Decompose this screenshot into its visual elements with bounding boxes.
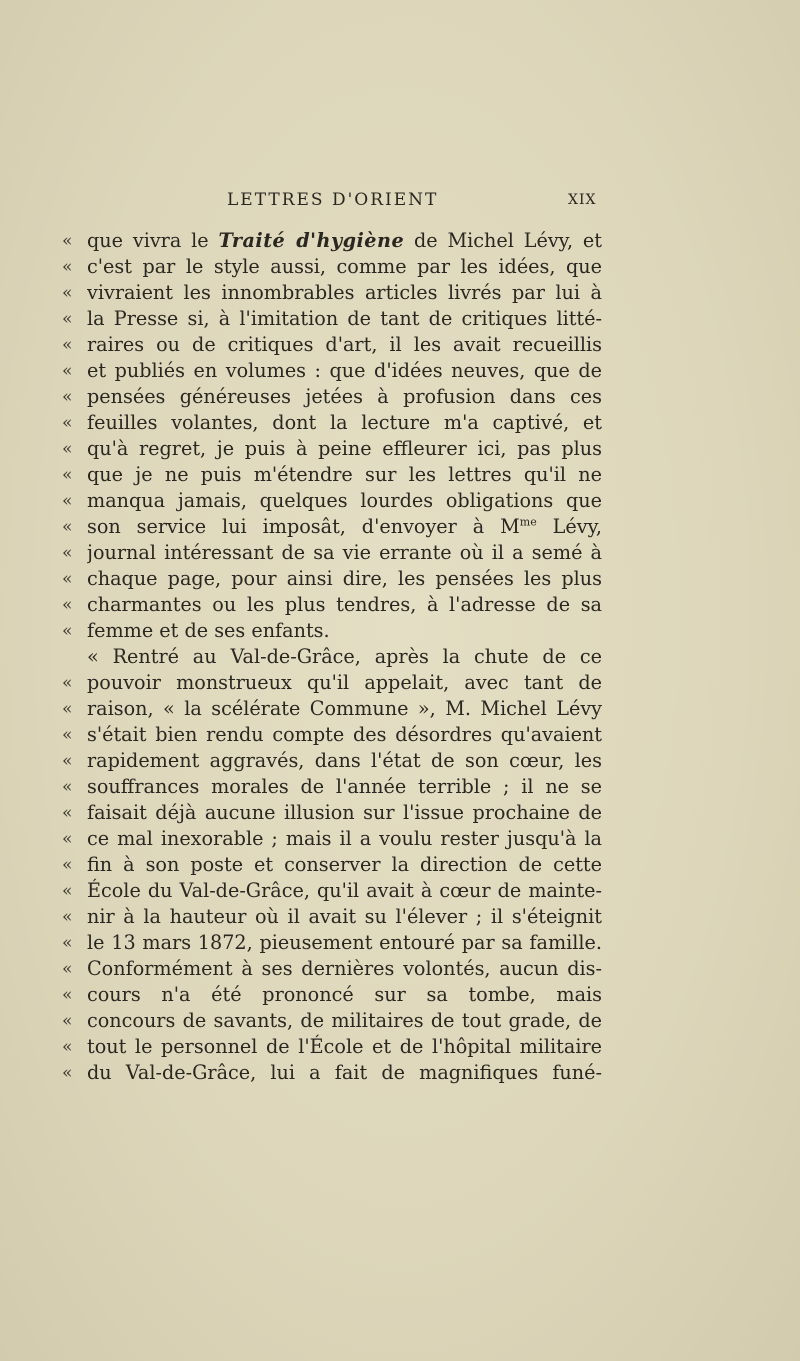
line-text: journal intéressant de sa vie errante où il a semé à <box>87 541 602 564</box>
text-line <box>62 332 602 358</box>
quote-mark: « <box>62 491 73 511</box>
text-line <box>62 904 602 930</box>
line-text: ce mal inexorable ; mais il a voulu rester jusqu'à la <box>87 827 602 850</box>
line-text: que vivra le Traité d'hygiène de Michel Lévy, et <box>87 229 602 252</box>
text-line <box>62 800 602 826</box>
quote-mark: « <box>62 751 73 771</box>
line-text: concours de savants, de militaires de tout grade, de <box>87 1009 602 1032</box>
text-line <box>62 618 602 644</box>
text-line <box>62 1034 602 1060</box>
line-text: femme et de ses enfants. <box>87 619 330 642</box>
quote-mark: « <box>62 569 73 589</box>
text-line <box>62 774 602 800</box>
quote-mark: « <box>62 361 73 381</box>
line-text: qu'à regret, je puis à peine effleurer ici, pas plus <box>87 437 602 460</box>
text-line <box>62 670 602 696</box>
quote-mark: « <box>62 1011 73 1031</box>
book-title-italic: Traité d'hygiène <box>218 229 405 252</box>
line-text: « Rentré au Val-de-Grâce, après la chute de ce <box>87 645 602 668</box>
line-text: que je ne puis m'étendre sur les lettres qu'il ne <box>87 463 602 486</box>
text-line <box>62 488 602 514</box>
quote-mark: « <box>62 387 73 407</box>
line-text: École du Val-de-Grâce, qu'il avait à cœur de mainte- <box>87 879 602 902</box>
text-line <box>62 280 602 306</box>
line-text: nir à la hauteur où il avait su l'élever ; il s'éteignit <box>87 905 602 928</box>
line-text: charmantes ou les plus tendres, à l'adresse de sa <box>87 593 602 616</box>
quote-mark: « <box>62 621 73 641</box>
line-text: raires ou de critiques d'art, il les avait recueillis <box>87 333 602 356</box>
text-line <box>62 878 602 904</box>
line-text: faisait déjà aucune illusion sur l'issue prochaine de <box>87 801 602 824</box>
line-text: c'est par le style aussi, comme par les idées, que <box>87 255 602 278</box>
quote-mark: « <box>62 1063 73 1083</box>
text-line <box>62 722 602 748</box>
text-line <box>62 358 602 384</box>
text-line <box>62 514 602 540</box>
text-line <box>62 852 602 878</box>
quote-mark: « <box>62 881 73 901</box>
text-line <box>62 748 602 774</box>
line-text: chaque page, pour ainsi dire, les pensées les plus <box>87 567 602 590</box>
running-header <box>0 190 800 214</box>
quote-mark: « <box>62 985 73 1005</box>
line-text: s'était bien rendu compte des désordres qu'avaient <box>87 723 602 746</box>
line-text: Conformément à ses dernières volontés, aucun dis- <box>87 957 602 980</box>
text-line <box>62 540 602 566</box>
quote-mark: « <box>62 855 73 875</box>
line-text: manqua jamais, quelques lourdes obligations que <box>87 489 602 512</box>
line-text: son service lui imposât, d'envoyer à $M^{me}$ Lévy, <box>87 515 602 538</box>
page-number: XIX <box>568 192 597 208</box>
line-text: souffrances morales de l'année terrible ; il ne se <box>87 775 602 798</box>
quote-mark: « <box>62 777 73 797</box>
text-line <box>62 696 602 722</box>
text-line <box>62 254 602 280</box>
text-line <box>62 1008 602 1034</box>
body-text <box>62 228 602 1086</box>
quote-mark: « <box>62 543 73 563</box>
quote-mark: « <box>62 465 73 485</box>
line-text: feuilles volantes, dont la lecture m'a captivé, et <box>87 411 602 434</box>
quote-mark: « <box>62 699 73 719</box>
running-title: LETTRES D'ORIENT <box>227 190 439 210</box>
line-text: pensées généreuses jetées à profusion dans ces <box>87 385 602 408</box>
quote-mark: « <box>62 803 73 823</box>
text-line <box>62 930 602 956</box>
quote-mark: « <box>62 257 73 277</box>
quote-mark: « <box>62 517 73 537</box>
text-line <box>62 1060 602 1086</box>
line-text: vivraient les innombrables articles livrés par lui à <box>87 281 602 304</box>
text-line <box>62 462 602 488</box>
quote-mark: « <box>62 959 73 979</box>
quote-mark: « <box>62 725 73 745</box>
text-line <box>62 436 602 462</box>
quote-mark: « <box>62 309 73 329</box>
quote-mark: « <box>62 283 73 303</box>
text-line <box>62 228 602 254</box>
text-line <box>62 566 602 592</box>
text-line <box>62 982 602 1008</box>
line-text: le 13 mars 1872, pieusement entouré par sa famille. <box>87 931 602 954</box>
quote-mark: « <box>62 595 73 615</box>
line-text: raison, « la scélérate Commune », M. Michel Lévy <box>87 697 602 720</box>
quote-mark: « <box>62 673 73 693</box>
line-text: rapidement aggravés, dans l'état de son cœur, les <box>87 749 602 772</box>
quote-mark: « <box>62 439 73 459</box>
quote-mark: « <box>62 231 73 251</box>
text-line <box>62 410 602 436</box>
text-line <box>62 826 602 852</box>
line-text: et publiés en volumes : que d'idées neuves, que de <box>87 359 602 382</box>
text-line <box>62 956 602 982</box>
quote-mark: « <box>62 413 73 433</box>
line-text: fin à son poste et conserver la direction de cette <box>87 853 602 876</box>
line-text: tout le personnel de l'École et de l'hôpital militaire <box>87 1035 602 1058</box>
superscript: me <box>519 515 537 529</box>
text-line <box>62 306 602 332</box>
text-line <box>62 384 602 410</box>
quote-mark: « <box>62 933 73 953</box>
line-text: pouvoir monstrueux qu'il appelait, avec tant de <box>87 671 602 694</box>
line-text: cours n'a été prononcé sur sa tombe, mais <box>87 983 602 1006</box>
text-line <box>62 644 602 670</box>
text-line <box>62 592 602 618</box>
quote-mark: « <box>62 335 73 355</box>
quote-mark: « <box>62 907 73 927</box>
quote-mark: « <box>62 1037 73 1057</box>
quote-mark: « <box>62 829 73 849</box>
line-text: du Val-de-Grâce, lui a fait de magnifiques funé- <box>87 1061 602 1084</box>
line-text: la Presse si, à l'imitation de tant de critiques litté- <box>87 307 602 330</box>
